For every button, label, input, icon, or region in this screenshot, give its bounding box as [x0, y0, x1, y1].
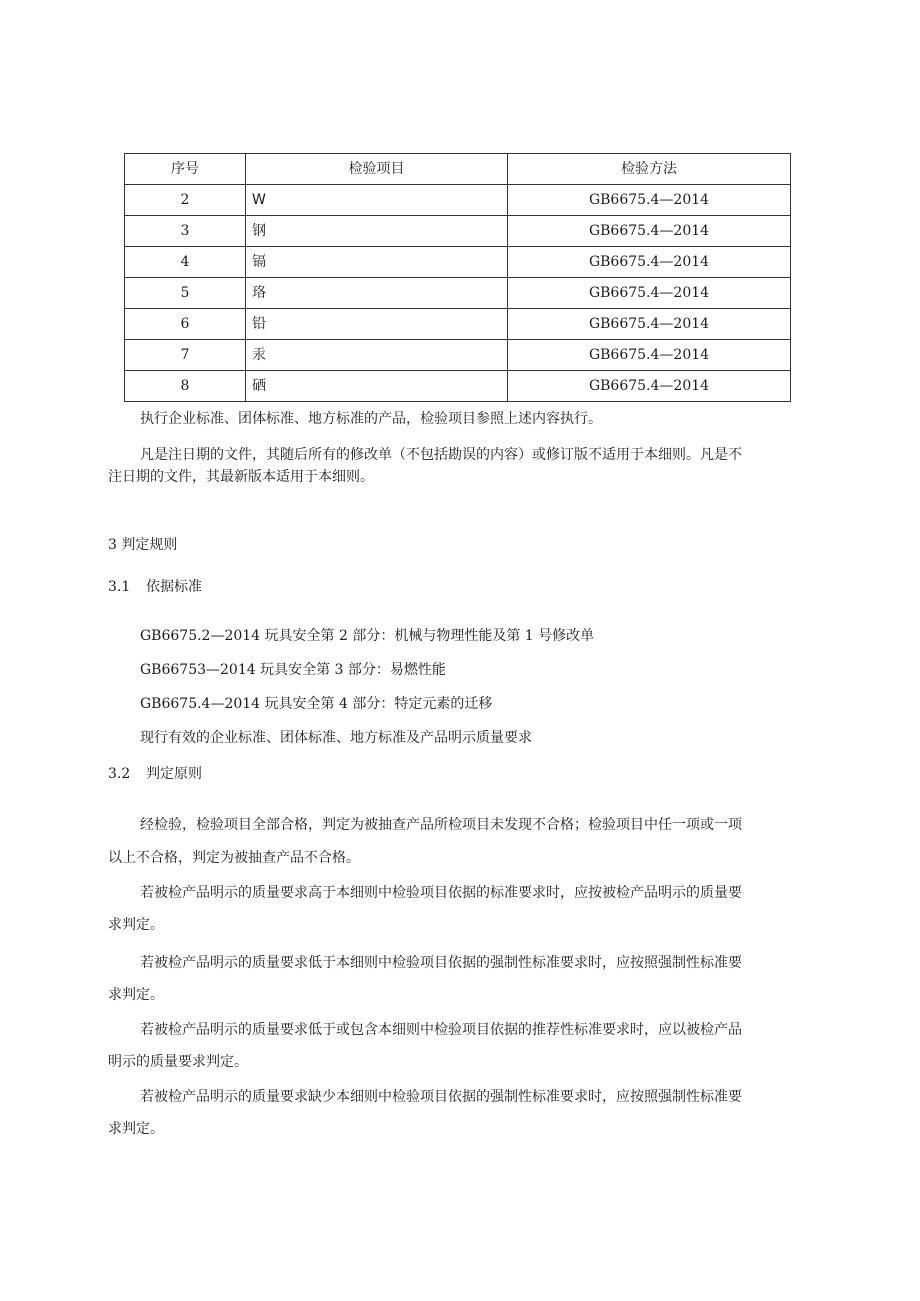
cell-method: GB6675.4—2014: [508, 309, 791, 340]
table-header-row: [125, 154, 791, 185]
cell-method: GB6675.4—2014: [508, 371, 791, 402]
rule-line: 求判定。: [108, 1121, 164, 1137]
header-item: 检验项目: [246, 154, 508, 185]
rule-line: 若被检产品明示的质量要求低于本细则中检验项目依据的强制性标准要求时，应按照强制性标准要: [140, 955, 742, 971]
section-3-2-number: 3.2: [108, 766, 131, 782]
cell-item: 珞: [246, 278, 508, 309]
section-3-2-title: 判定原则: [146, 766, 202, 782]
cell-no: 3: [125, 216, 246, 247]
cell-item: 汞: [246, 340, 508, 371]
paragraph-dated-docs-line2: 注日期的文件，其最新版本适用于本细则。: [108, 469, 374, 485]
table-row: [125, 309, 791, 340]
cell-no: 8: [125, 371, 246, 402]
table-row: [125, 340, 791, 371]
rule-line: 以上不合格，判定为被抽查产品不合格。: [108, 850, 360, 866]
inspection-table: [124, 153, 791, 402]
standard-item: GB6675.2—2014 玩具安全第 2 部分：机械与物理性能及第 1 号修改单: [140, 628, 595, 644]
paragraph-dated-docs-line1: 凡是注日期的文件，其随后所有的修改单（不包括勘误的内容）或修订版不适用于本细则。凡是不: [140, 447, 742, 463]
table-row: [125, 247, 791, 278]
cell-no: 7: [125, 340, 246, 371]
cell-method: GB6675.4—2014: [508, 340, 791, 371]
cell-no: 4: [125, 247, 246, 278]
cell-item: 镉: [246, 247, 508, 278]
table-row: [125, 278, 791, 309]
table-row: [125, 216, 791, 247]
rule-line: 明示的质量要求判定。: [108, 1054, 248, 1070]
table-row: [125, 185, 791, 216]
rule-line: 若被检产品明示的质量要求高于本细则中检验项目依据的标准要求时，应按被检产品明示的质量要: [140, 885, 742, 901]
section-3-1-number: 3.1: [108, 579, 131, 595]
rule-line: 求判定。: [108, 917, 164, 933]
header-method: 检验方法: [508, 154, 791, 185]
cell-no: 6: [125, 309, 246, 340]
header-no: 序号: [125, 154, 246, 185]
cell-item: 铅: [246, 309, 508, 340]
standard-item: 现行有效的企业标准、团体标准、地方标准及产品明示质量要求: [140, 730, 532, 746]
paragraph-scope: 执行企业标准、团体标准、地方标准的产品，检验项目参照上述内容执行。: [140, 411, 602, 427]
cell-no: 2: [125, 185, 246, 216]
rule-line: 经检验，检验项目全部合格，判定为被抽查产品所检项目未发现不合格；检验项目中任一项或一项: [140, 817, 742, 833]
cell-method: GB6675.4—2014: [508, 278, 791, 309]
cell-method: GB6675.4—2014: [508, 185, 791, 216]
section-3-1-title: 依据标准: [146, 579, 202, 595]
cell-item: 钢: [246, 216, 508, 247]
cell-method: GB6675.4—2014: [508, 247, 791, 278]
standard-item: GB66753—2014 玩具安全第 3 部分：易燃性能: [140, 662, 446, 678]
cell-method: GB6675.4—2014: [508, 216, 791, 247]
standard-item: GB6675.4—2014 玩具安全第 4 部分：特定元素的迁移: [140, 696, 493, 712]
rule-line: 若被检产品明示的质量要求低于或包含本细则中检验项目依据的推荐性标准要求时，应以被检产品: [140, 1022, 742, 1038]
cell-no: 5: [125, 278, 246, 309]
cell-item: 硒: [246, 371, 508, 402]
rule-line: 若被检产品明示的质量要求缺少本细则中检验项目依据的强制性标准要求时，应按照强制性标准要: [140, 1089, 742, 1105]
table-row: [125, 371, 791, 402]
rule-line: 求判定。: [108, 987, 164, 1003]
cell-item: W: [246, 185, 508, 216]
section-3-heading: 3 判定规则: [108, 537, 178, 553]
